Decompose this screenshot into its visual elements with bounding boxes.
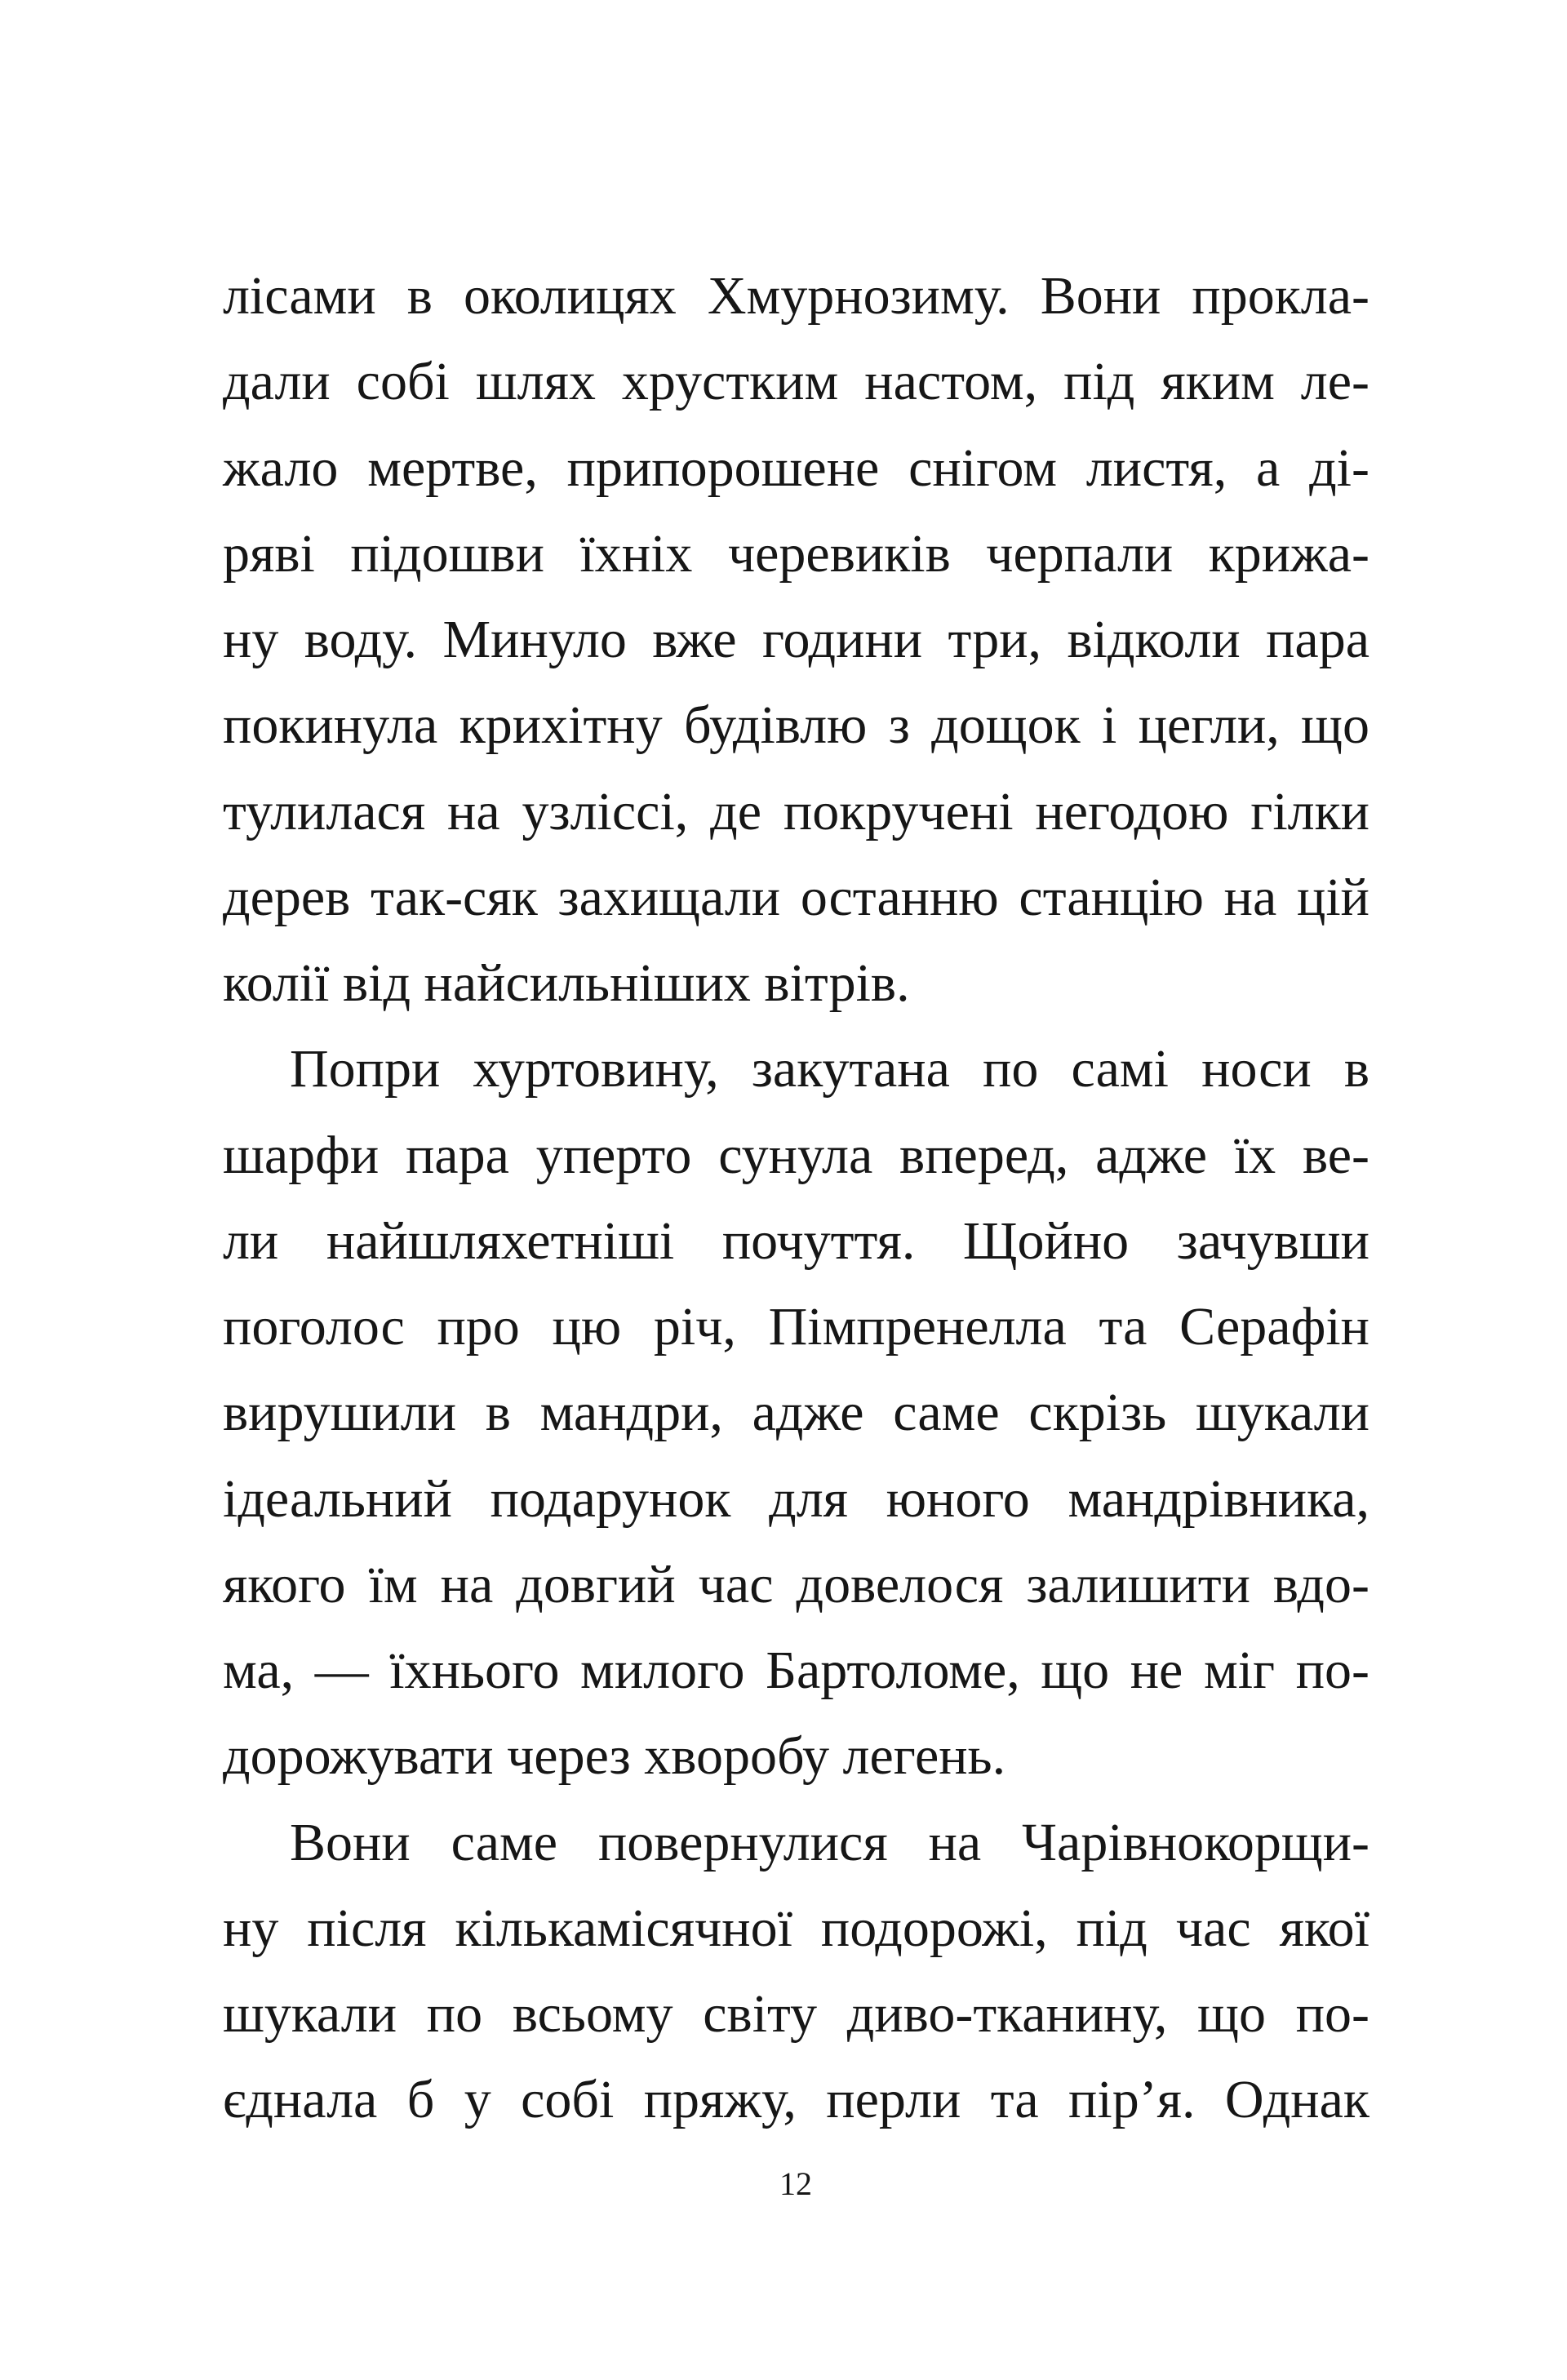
text-line: шукали по всьому світу диво-тканину, що по- (223, 1984, 1369, 2044)
text-line: дорожувати через хворобу легень. (223, 1726, 1006, 1787)
text-line: вирушили в мандри, адже саме скрізь шукали (223, 1383, 1369, 1443)
text-line: жало мертве, припорошене снігом листя, а ді- (223, 437, 1369, 498)
text-line: Вони саме повернулися на Чарівнокорщи- (290, 1812, 1369, 1872)
text-line: ряві підошви їхніх черевиків черпали крижа- (223, 523, 1369, 584)
text-line: ідеальний подарунок для юного мандрівника, (223, 1468, 1369, 1529)
text-line: дерев так-сяк захищали останню станцію на цій (223, 867, 1369, 927)
text-line: покинула крихітну будівлю з дощок і цегли, що (223, 695, 1369, 756)
text-line: ли найшляхетніші почуття. Щойно зачувши (223, 1210, 1369, 1271)
text-line: Попри хуртовину, закутана по самі носи в (290, 1039, 1369, 1099)
paragraph (223, 1026, 1369, 1799)
text-line: єднала б у собі пряжу, перли та пір’я. Однак (223, 2070, 1369, 2130)
text-line: колії від найсильніших вітрів. (223, 953, 910, 1013)
paragraph (223, 1800, 1369, 2143)
text-line: якого їм на довгий час довелося залишити вдо- (223, 1554, 1369, 1614)
text-line: поголос про цю річ, Пімпренелла та Серафін (223, 1297, 1369, 1357)
paragraph (223, 253, 1369, 1026)
page-body-text (223, 253, 1369, 2143)
text-line: лісами в околицях Хмурнозиму. Вони прокла- (223, 266, 1369, 326)
text-line: шарфи пара уперто сунула вперед, адже їх ве- (223, 1125, 1369, 1185)
text-line: ну після кількамісячної подорожі, під час якої (223, 1898, 1369, 1958)
text-line: ну воду. Минуло вже години три, відколи пара (223, 610, 1369, 669)
text-line: дали собі шлях хрустким настом, під яким ле- (223, 352, 1369, 412)
page-number: 12 (779, 2165, 812, 2202)
text-line: тулилася на узліссі, де покручені негодою гілки (223, 781, 1369, 841)
text-line: ма, — їхнього милого Бартоломе, що не міг по- (223, 1641, 1369, 1700)
